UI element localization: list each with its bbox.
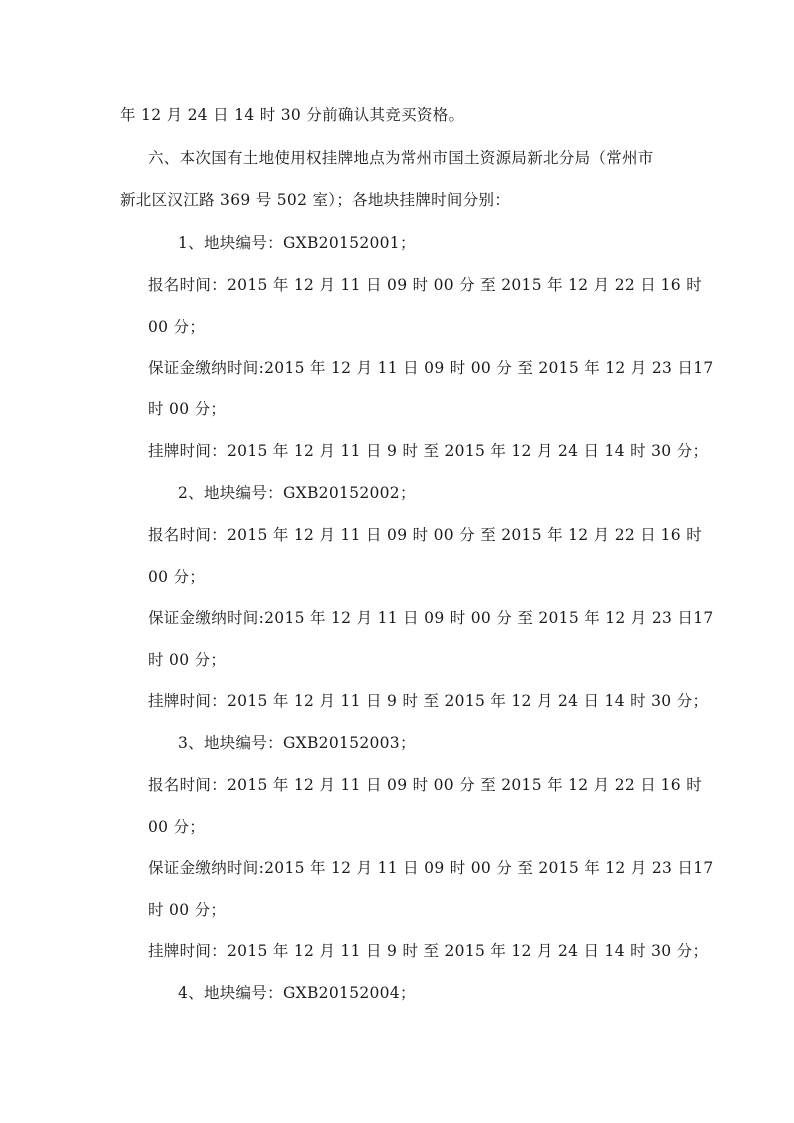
parcel-2-deposit-end: 17 (693, 609, 714, 627)
paragraph-intro-tail: 年 12 月 24 日 14 时 30 分前确认其竞买资格。 (120, 106, 465, 124)
parcel-2-registration-cont: 00 分； (148, 568, 206, 586)
parcel-2-deposit-time (148, 608, 714, 628)
parcel-3-listing-time: 挂牌时间：2015 年 12 月 11 日 9 时 至 2015 年 12 月 24 日 14 时 30 分； (148, 942, 709, 960)
parcel-1-registration-cont: 00 分； (148, 318, 206, 336)
parcel-1-registration-end: 16 时 (660, 276, 702, 294)
paragraph-6-line-1: 六、本次国有土地使用权挂牌地点为常州市国土资源局新北分局（常州市 (148, 149, 654, 167)
parcel-1-registration-time (148, 275, 702, 295)
parcel-3-registration-text: 报名时间：2015 年 12 月 11 日 09 时 00 分 至 2015 年 12 月 22 日 (148, 776, 657, 794)
parcel-3-heading: 3、地块编号：GXB20152003； (178, 734, 416, 752)
parcel-1-registration-text: 报名时间：2015 年 12 月 11 日 09 时 00 分 至 2015 年 12 月 22 日 (148, 276, 657, 294)
parcel-3-deposit-text: 保证金缴纳时间:2015 年 12 月 11 日 09 时 00 分 至 2015 年 12 月 23 日 (148, 859, 694, 877)
parcel-2-deposit-text: 保证金缴纳时间:2015 年 12 月 11 日 09 时 00 分 至 2015 年 12 月 23 日 (148, 609, 694, 627)
parcel-2-registration-time (148, 525, 702, 545)
parcel-2-listing-time: 挂牌时间：2015 年 12 月 11 日 9 时 至 2015 年 12 月 24 日 14 时 30 分； (148, 692, 709, 710)
parcel-2-registration-text: 报名时间：2015 年 12 月 11 日 09 时 00 分 至 2015 年 12 月 22 日 (148, 526, 657, 544)
parcel-3-deposit-cont: 时 00 分； (148, 901, 227, 919)
parcel-2-registration-end: 16 时 (660, 526, 702, 544)
parcel-1-deposit-end: 17 (693, 359, 714, 377)
parcel-2-deposit-cont: 时 00 分； (148, 651, 227, 669)
parcel-1-deposit-time (148, 358, 714, 378)
parcel-3-deposit-end: 17 (693, 859, 714, 877)
parcel-4-heading: 4、地块编号：GXB20152004； (178, 984, 416, 1002)
parcel-3-registration-cont: 00 分； (148, 818, 206, 836)
parcel-3-registration-time (148, 775, 702, 795)
parcel-2-heading: 2、地块编号：GXB20152002； (178, 484, 416, 502)
parcel-1-listing-time: 挂牌时间：2015 年 12 月 11 日 9 时 至 2015 年 12 月 24 日 14 时 30 分； (148, 442, 709, 460)
parcel-1-deposit-text: 保证金缴纳时间:2015 年 12 月 11 日 09 时 00 分 至 2015 年 12 月 23 日 (148, 359, 694, 377)
parcel-3-deposit-time (148, 858, 714, 878)
paragraph-6-line-2: 新北区汉江路 369 号 502 室）；各地块挂牌时间分别： (120, 191, 511, 209)
parcel-3-registration-end: 16 时 (660, 776, 702, 794)
parcel-1-heading: 1、地块编号：GXB20152001； (178, 234, 416, 252)
parcel-1-deposit-cont: 时 00 分； (148, 400, 227, 418)
